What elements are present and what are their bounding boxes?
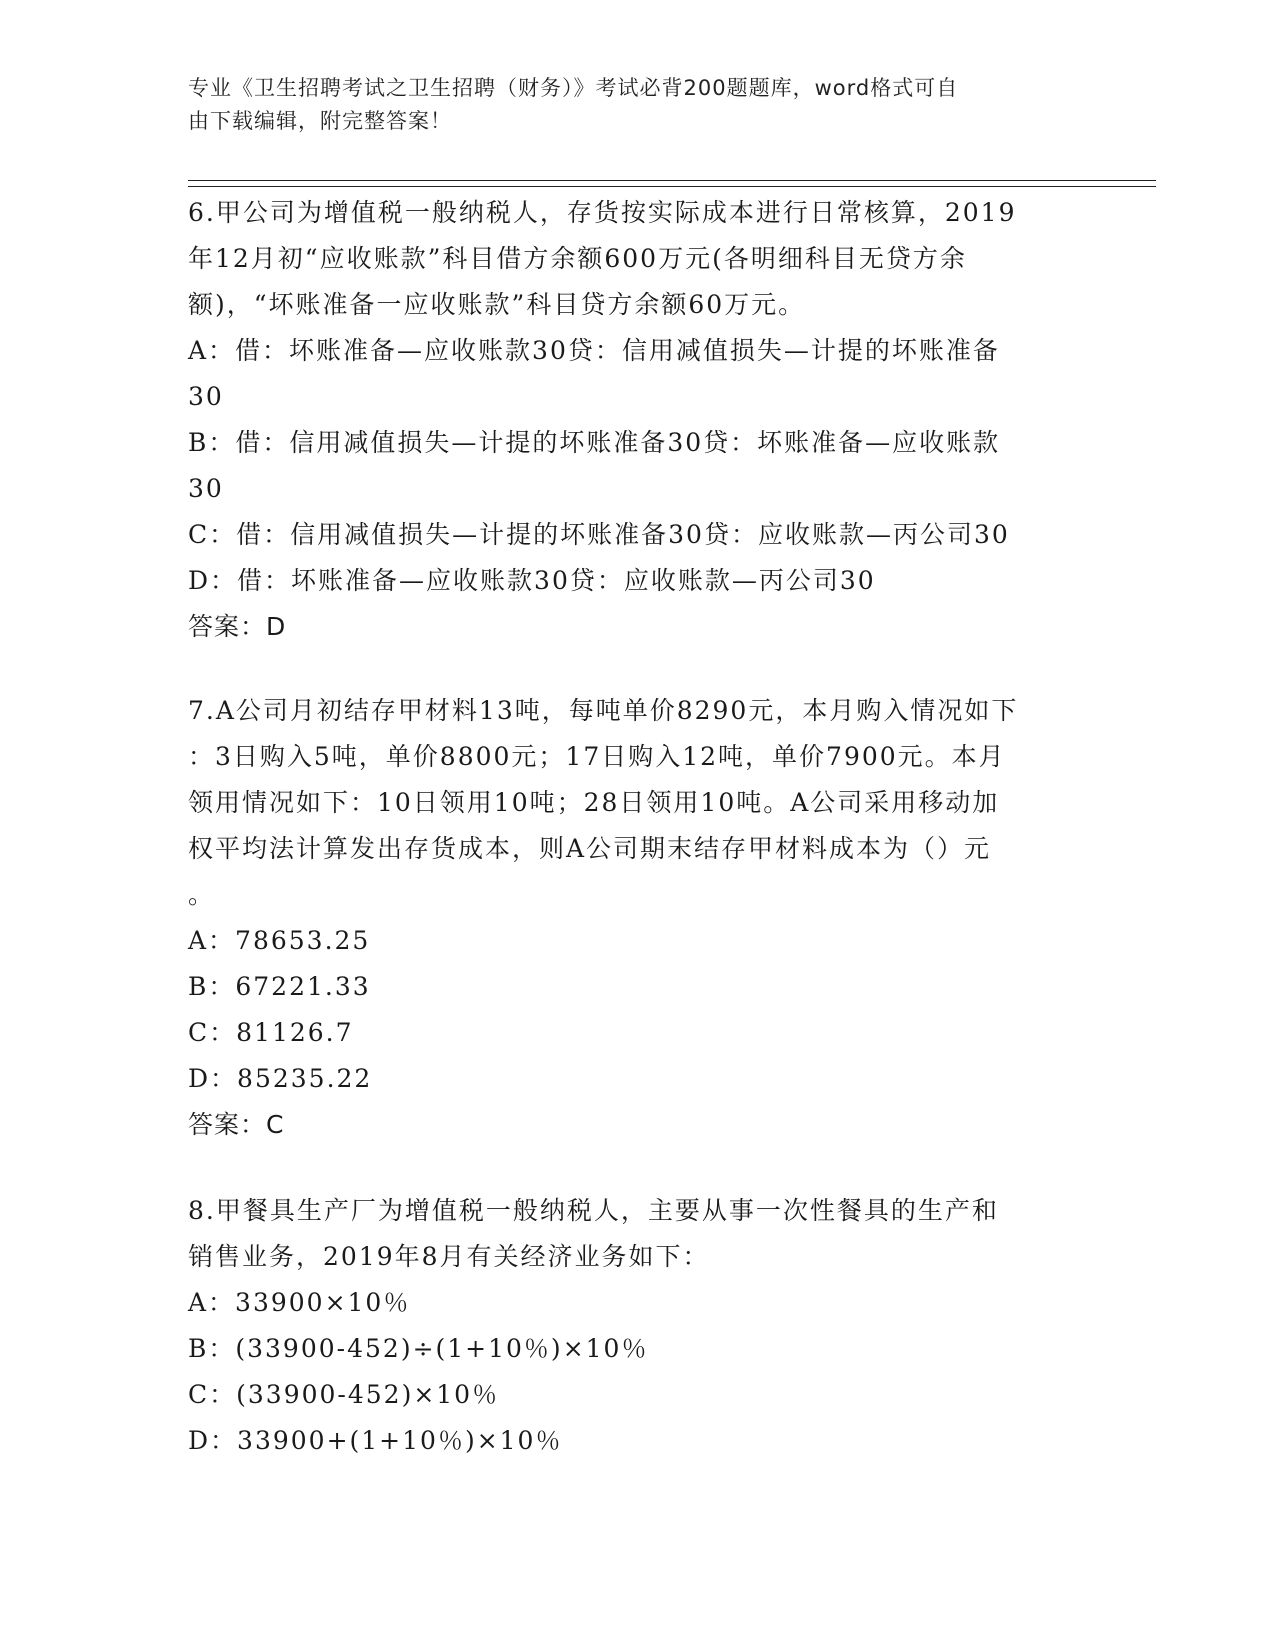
- option-a: A：33900×10％: [188, 1288, 411, 1317]
- question-stem-line: 6.甲公司为增值税一般纳税人，存货按实际成本进行日常核算，2019: [188, 198, 1017, 227]
- question-stem-line: 8.甲餐具生产厂为增值税一般纳税人，主要从事一次性餐具的生产和: [188, 1196, 999, 1225]
- question-stem-line: 7.A公司月初结存甲材料13吨，每吨单价8290元，本月购入情况如下: [188, 696, 1019, 725]
- option-a: A：78653.25: [188, 926, 371, 955]
- option-b: B：(33900-452)÷(1+10％)×10％: [188, 1334, 649, 1363]
- answer-line: 答案：D: [188, 612, 287, 641]
- question-stem-line: 权平均法计算发出存货成本，则A公司期末结存甲材料成本为（）元: [188, 834, 992, 863]
- header-divider-top: [188, 180, 1156, 181]
- document-header: [188, 72, 1068, 138]
- option-b: B：67221.33: [188, 972, 371, 1001]
- option-d: D：33900+(1+10％)×10％: [188, 1426, 563, 1455]
- option-c: C：借：信用减值损失—计提的坏账准备30贷：应收账款—丙公司30: [188, 520, 1010, 549]
- question-8: [188, 1188, 1078, 1464]
- option-c: C：(33900-452)×10％: [188, 1380, 500, 1409]
- answer-line: 答案：C: [188, 1110, 285, 1139]
- option-d: D：85235.22: [188, 1064, 373, 1093]
- option-a: A：借：坏账准备—应收账款30贷：信用减值损失—计提的坏账准备: [188, 336, 1000, 365]
- question-7: [188, 688, 1078, 1148]
- header-divider-bottom: [188, 186, 1156, 187]
- question-6: [188, 190, 1078, 650]
- header-line-2: 由下载编辑，附完整答案！: [188, 109, 452, 133]
- question-stem-line: 。: [188, 880, 216, 909]
- option-d: D：借：坏账准备—应收账款30贷：应收账款—丙公司30: [188, 566, 876, 595]
- question-stem-line: 额)，“坏账准备一应收账款”科目贷方余额60万元。: [188, 290, 806, 319]
- question-stem-line: 销售业务，2019年8月有关经济业务如下：: [188, 1242, 710, 1271]
- option-c: C：81126.7: [188, 1018, 354, 1047]
- option-b: B：借：信用减值损失—计提的坏账准备30贷：坏账准备—应收账款: [188, 428, 1001, 457]
- question-stem-line: 领用情况如下：10日领用10吨；28日领用10吨。A公司采用移动加: [188, 788, 1000, 817]
- question-stem-line: ：3日购入5吨，单价8800元；17日购入12吨，单价7900元。本月: [188, 742, 1006, 771]
- question-stem-line: 年12月初“应收账款”科目借方余额600万元(各明细科目无贷方余: [188, 244, 967, 273]
- header-line-1: 专业《卫生招聘考试之卫生招聘（财务）》考试必背200题题库，word格式可自: [188, 76, 959, 100]
- option-a-continued: 30: [188, 382, 224, 411]
- option-b-continued: 30: [188, 474, 224, 503]
